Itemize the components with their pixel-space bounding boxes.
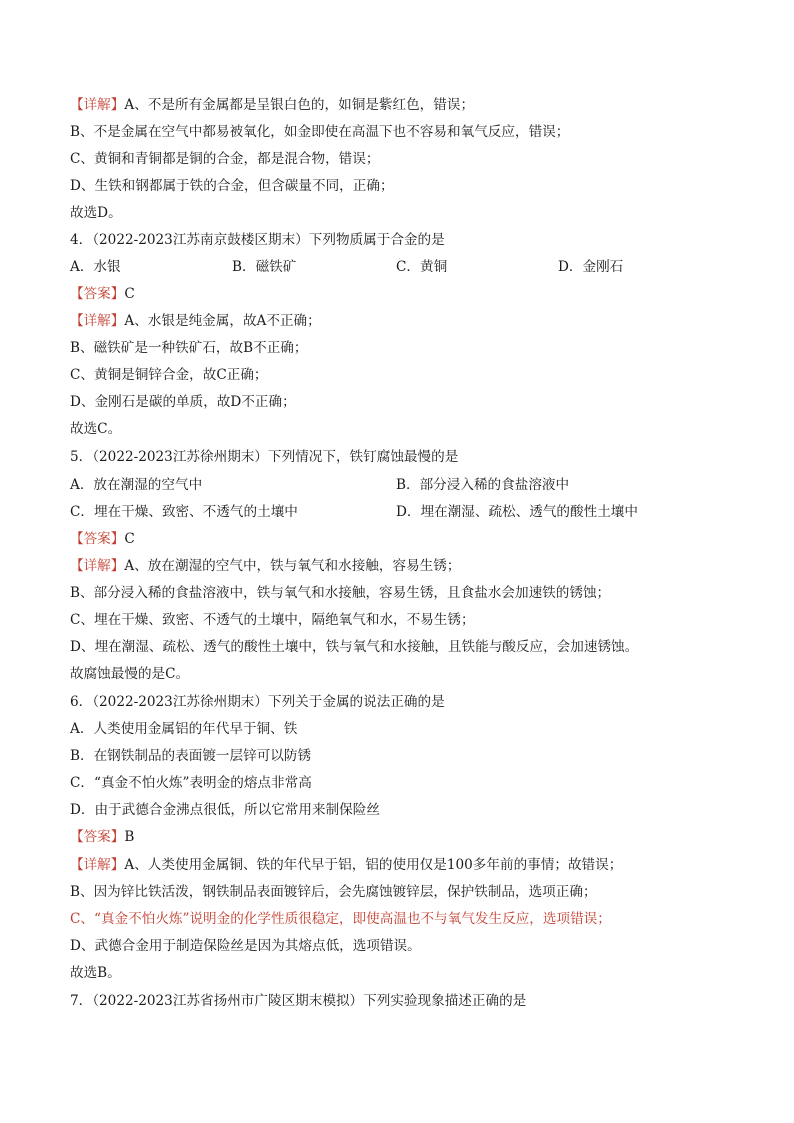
answer-tag: 【答案】 xyxy=(70,531,125,547)
q6-detail-c: C、“真金不怕火炼”说明金的化学性质很稳定，即使高温也不与氧气发生反应，选项错误； xyxy=(70,911,611,927)
q4-stem: 4．（2022-2023江苏南京鼓楼区期末）下列物质属于合金的是 xyxy=(70,232,445,248)
q5-option-a: A．放在潮湿的空气中 xyxy=(70,477,203,493)
q4-detail-b: B、磁铁矿是一种铁矿石，故B不正确； xyxy=(70,340,308,356)
detail-tag: 【详解】 xyxy=(70,97,125,113)
q6-option-a: A．人类使用金属铝的年代早于铜、铁 xyxy=(70,721,298,737)
q4-detail-c: C、黄铜是铜锌合金，故C正确； xyxy=(70,367,268,383)
detail-tag: 【详解】 xyxy=(70,558,125,574)
q5-option-d: D．埋在潮湿、疏松、透气的酸性土壤中 xyxy=(396,504,638,520)
detail-tag: 【详解】 xyxy=(70,313,125,329)
q6-detail-b: B、因为锌比铁活泼，钢铁制品表面镀锌后，会先腐蚀镀锌层，保护铁制品，选项正确； xyxy=(70,884,597,900)
q6-option-c: C．“真金不怕火炼”表明金的熔点非常高 xyxy=(70,775,312,791)
q6-option-b: B．在钢铁制品的表面镀一层锌可以防锈 xyxy=(70,748,312,764)
q4-option-a: A．水银 xyxy=(70,259,121,275)
q6-option-d: D．由于武德合金沸点很低，所以它常用来制保险丝 xyxy=(70,802,380,818)
answer-tag: 【答案】 xyxy=(70,829,125,845)
answer-tag: 【答案】 xyxy=(70,286,125,302)
q5-detail-d: D、埋在潮湿、疏松、透气的酸性土壤中，铁与氧气和水接触，且铁能与酸反应，会加速锈蚀。 xyxy=(70,639,639,655)
q4-option-b: B．磁铁矿 xyxy=(232,259,297,275)
q4-option-d: D．金刚石 xyxy=(558,259,624,275)
q3-conclusion: 故选D。 xyxy=(70,205,122,221)
q3-detail-d: D、生铁和钢都属于铁的合金，但含碳量不同，正确； xyxy=(70,178,394,194)
q6-answer: 【答案】B xyxy=(70,829,135,845)
q4-answer: 【答案】C xyxy=(70,286,135,302)
q6-detail-d: D、武德合金用于制造保险丝是因为其熔点低，选项错误。 xyxy=(70,938,421,954)
detail-tag: 【详解】 xyxy=(70,857,125,873)
q3-detail-b: B、不是金属在空气中都易被氧化，如金即使在高温下也不容易和氧气反应，错误； xyxy=(70,124,570,140)
q3-detail-c: C、黄铜和青铜都是铜的合金，都是混合物，错误； xyxy=(70,151,380,167)
q6-detail-a: 【详解】A、人类使用金属铜、铁的年代早于铝，铝的使用仅是100多年前的事情；故错误； xyxy=(70,857,623,873)
q4-conclusion: 故选C。 xyxy=(70,421,122,437)
q5-conclusion: 故腐蚀最慢的是C。 xyxy=(70,666,190,682)
q5-detail-a: 【详解】A、放在潮湿的空气中，铁与氧气和水接触，容易生锈； xyxy=(70,558,461,574)
q5-stem: 5．（2022-2023江苏徐州期末）下列情况下，铁钉腐蚀最慢的是 xyxy=(70,449,459,465)
q5-option-b: B．部分浸入稀的食盐溶液中 xyxy=(396,477,570,493)
q5-detail-b: B、部分浸入稀的食盐溶液中，铁与氧气和水接触，容易生锈，且食盐水会加速铁的锈蚀； xyxy=(70,585,611,601)
q4-detail-a: 【详解】A、水银是纯金属，故A不正确； xyxy=(70,313,321,329)
q6-conclusion: 故选B。 xyxy=(70,965,121,981)
q6-stem: 6．（2022-2023江苏徐州期末）下列关于金属的说法正确的是 xyxy=(70,694,445,710)
q5-option-c: C．埋在干燥、致密、不透气的土壤中 xyxy=(70,504,298,520)
q4-option-c: C．黄铜 xyxy=(396,259,448,275)
q5-detail-c: C、埋在干燥、致密、不透气的土壤中，隔绝氧气和水，不易生锈； xyxy=(70,612,475,628)
q7-stem: 7．（2022-2023江苏省扬州市广陵区期末模拟）下列实验现象描述正确的是 xyxy=(70,993,527,1009)
q3-detail-a: 【详解】A、不是所有金属都是呈银白色的，如铜是紫红色，错误； xyxy=(70,97,475,113)
q5-answer: 【答案】C xyxy=(70,531,135,547)
q4-detail-d: D、金刚石是碳的单质，故D不正确； xyxy=(70,394,296,410)
